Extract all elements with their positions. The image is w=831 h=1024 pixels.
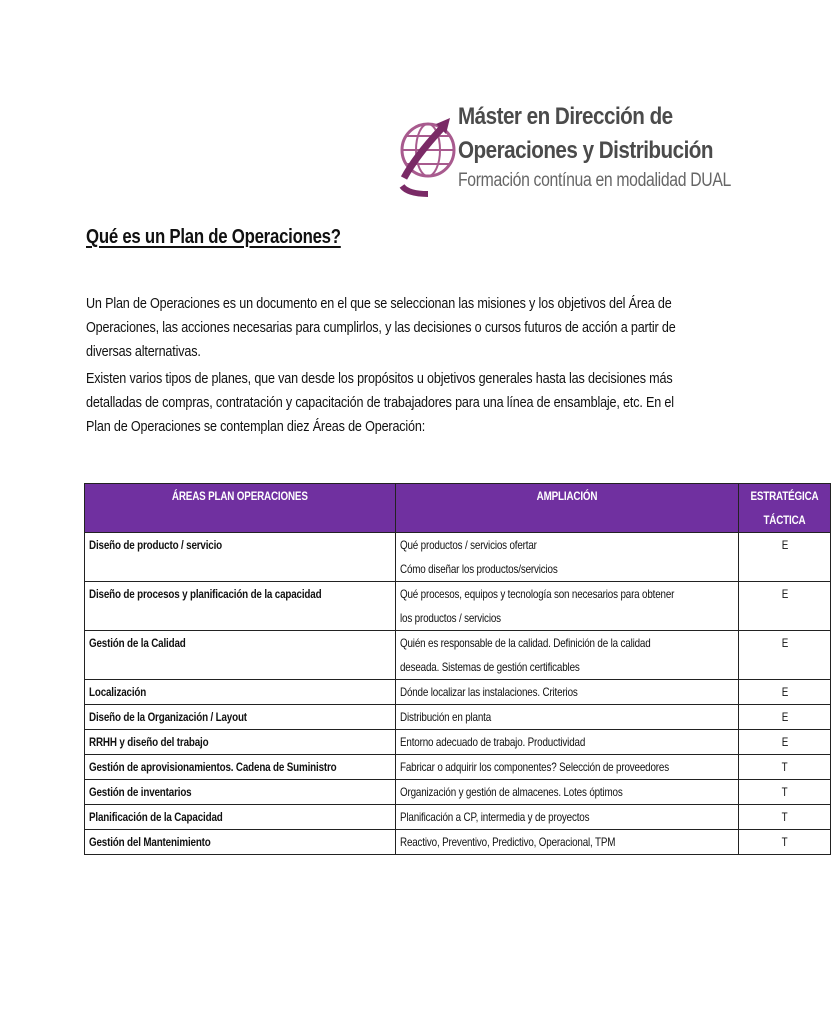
- area-cell: Gestión del Mantenimiento: [85, 830, 396, 855]
- tipo-cell: E: [739, 533, 831, 582]
- intro-paragraph: Un Plan de Operaciones es un documento en el que se seleccionan las misiones y los objetivos del Área de Operaciones, las acciones necesarias para cumplirlos, y las decisiones o cursos futuros de acción a partir de diversas alternativas.: [86, 295, 676, 360]
- tipo-cell: E: [739, 680, 831, 705]
- area-cell: Planificación de la Capacidad: [85, 805, 396, 830]
- tipo-cell: T: [739, 780, 831, 805]
- table-row: [85, 805, 831, 830]
- header-ampliacion: AMPLIACIÓN: [395, 484, 739, 533]
- table-header-row: [85, 484, 831, 533]
- table-row: [85, 533, 831, 582]
- ampliacion-cell: Planificación a CP, intermedia y de proyectos: [395, 805, 739, 830]
- ampliacion-cell: Organización y gestión de almacenes. Lotes óptimos: [395, 780, 739, 805]
- logo-subtitle: Formación contínua en modalidad DUAL: [458, 170, 731, 191]
- table-row: [85, 582, 831, 631]
- area-cell: Gestión de inventarios: [85, 780, 396, 805]
- tipo-cell: E: [739, 631, 831, 680]
- tipo-cell: T: [739, 805, 831, 830]
- area-cell: Localización: [85, 680, 396, 705]
- ampliacion-cell: Reactivo, Preventivo, Predictivo, Operacional, TPM: [395, 830, 739, 855]
- page-title: Qué es un Plan de Operaciones?: [86, 226, 341, 248]
- tipo-cell: T: [739, 755, 831, 780]
- table-row: [85, 680, 831, 705]
- program-logo: [398, 96, 731, 206]
- area-cell: RRHH y diseño del trabajo: [85, 730, 396, 755]
- area-cell: Diseño de procesos y planificación de la capacidad: [85, 582, 396, 631]
- table-row: [85, 730, 831, 755]
- tipo-cell: T: [739, 830, 831, 855]
- ampliacion-cell: Distribución en planta: [395, 705, 739, 730]
- operations-areas-table: [84, 483, 831, 855]
- ampliacion-cell: Quién es responsable de la calidad. Definición de la calidad deseada. Sistemas de gestión certificables: [395, 631, 739, 680]
- ampliacion-cell: Entorno adecuado de trabajo. Productividad: [395, 730, 739, 755]
- table-row: [85, 755, 831, 780]
- table-row: [85, 830, 831, 855]
- area-cell: Diseño de la Organización / Layout: [85, 705, 396, 730]
- tipo-cell: E: [739, 705, 831, 730]
- header-areas: ÁREAS PLAN OPERACIONES: [85, 484, 396, 533]
- ampliacion-cell: Qué procesos, equipos y tecnología son necesarios para obtener los productos / servicios: [395, 582, 739, 631]
- header-estrategica-tactica: ESTRATÉGICA TÁCTICA: [739, 484, 831, 533]
- ampliacion-cell: Fabricar o adquirir los componentes? Selección de proveedores: [395, 755, 739, 780]
- area-cell: Diseño de producto / servicio: [85, 533, 396, 582]
- logo-title-line1: Máster en Dirección de: [458, 103, 673, 130]
- area-cell: Gestión de aprovisionamientos. Cadena de Suministro: [85, 755, 396, 780]
- tipo-cell: E: [739, 582, 831, 631]
- ampliacion-cell: Qué productos / servicios ofertar Cómo diseñar los productos/servicios: [395, 533, 739, 582]
- ampliacion-cell: Dónde localizar las instalaciones. Criterios: [395, 680, 739, 705]
- types-paragraph: Existen varios tipos de planes, que van desde los propósitos u objetivos generales hasta las decisiones más detalladas de compras, contratación y capacitación de trabajadores para una línea de ensamblaje, etc. En el Plan de Operaciones se contemplan diez Áreas de Operación:: [86, 370, 674, 435]
- table-row: [85, 631, 831, 680]
- globe-arrow-icon: [398, 98, 456, 202]
- table-row: [85, 780, 831, 805]
- logo-title-line2: Operaciones y Distribución: [458, 137, 713, 164]
- table-row: [85, 705, 831, 730]
- tipo-cell: E: [739, 730, 831, 755]
- area-cell: Gestión de la Calidad: [85, 631, 396, 680]
